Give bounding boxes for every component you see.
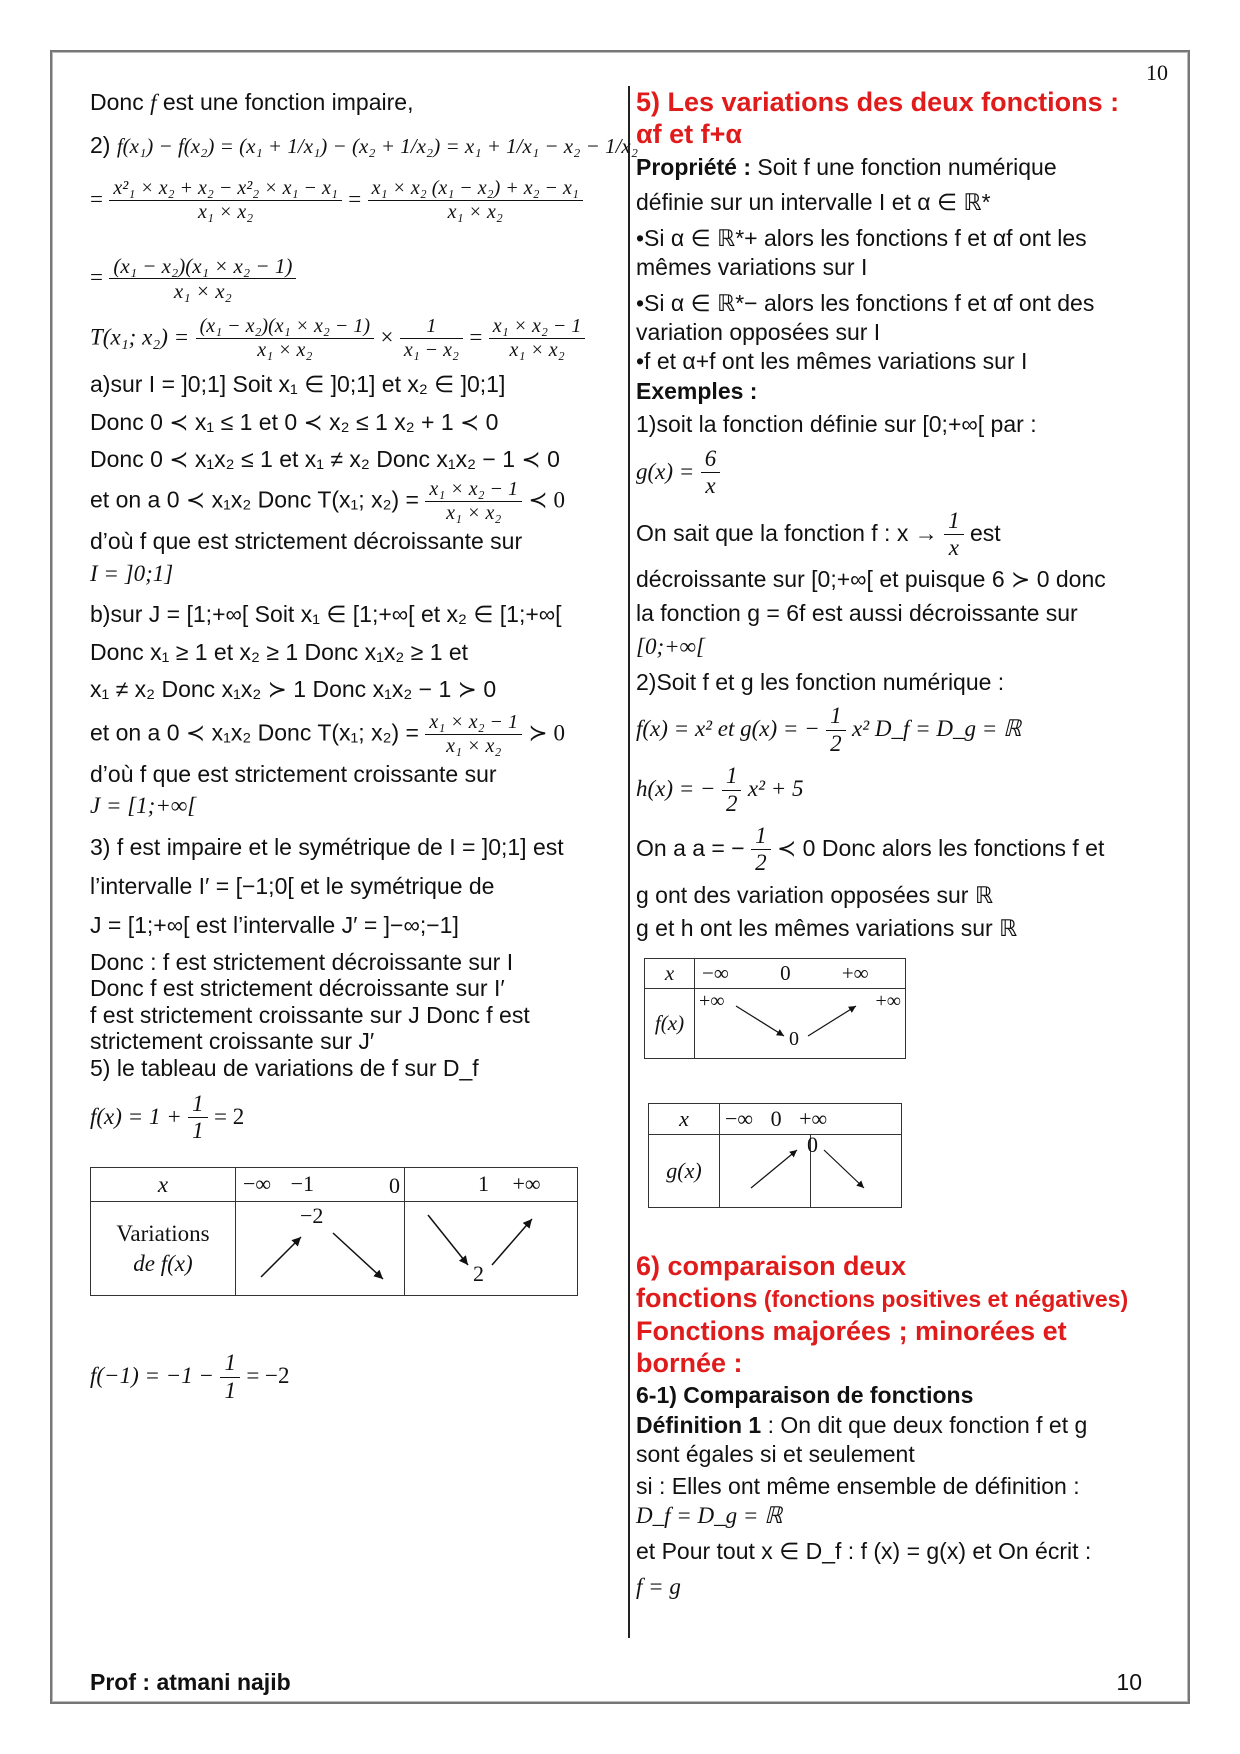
bullet2-line1: •Si α ∈ ℝ*− alors les fonctions f et αf ont des xyxy=(636,289,1095,316)
column-divider xyxy=(628,86,630,1638)
section6-title-4: bornée : xyxy=(636,1347,743,1378)
example2-line: 2)Soit f et g les fonction numérique : xyxy=(636,668,1005,695)
definition-line-5: et Pour tout x ∈ D_f : f (x) = g(x) et On écrit : xyxy=(636,1537,1092,1564)
difference-line: 2) f(x₁) − f(x₂) = (x₁ + 1/x₁) − (x₂ + 1/x₂) = x₁ + 1/x₁ − x₂ − 1/x₂ xyxy=(90,132,639,159)
case-b-line: b)sur J = [1;+∞[ Soit x₁ ∈ [1;+∞[ et x₂ ∈ [1;+∞[ xyxy=(90,601,562,628)
subsection-6-1: 6-1) Comparaison de fonctions xyxy=(636,1382,974,1409)
section6-title-2: fonctions (fonctions positives et négatives) xyxy=(636,1283,1129,1314)
f-of-minus1-line: f(−1) = −1 − $\frac{1}{1}$ = −2 xyxy=(90,1350,290,1403)
definition-line-3: si : Elles ont même ensemble de définition : xyxy=(636,1472,1080,1499)
sym-line-6: f est strictement croissante sur J Donc f est xyxy=(90,1001,530,1028)
example2-conclusion: On a a = − $\frac{1}{2}$ ≺ 0 Donc alors les fonctions f et xyxy=(636,822,1105,876)
bullet3: •f et α+f ont les mêmes variations sur I xyxy=(636,348,1028,375)
case-a-result: d’où f que est strictement décroissante sur xyxy=(90,528,523,555)
factored-line: = $\frac{\text{(x₁ − x₂)(x₁ × x₂ − 1)}}{\text{x₁ × x₂}}$ xyxy=(90,254,615,303)
case-b-result: d’où f que est strictement croissante sur xyxy=(90,760,497,787)
rate-line: T(x₁; x₂) = $\frac{\text{(x₁ − x₂)(x₁ × x₂ − 1)}}{\text{x₁ × x₂}}$ × $\frac{1}{\text{x₁ − x₂}}$ = $\frac{\text{x₁ × x₂ − 1}}{\text{x₁ × x₂}}$ xyxy=(90,315,615,362)
sym-line-7: strictement croissante sur J′ xyxy=(90,1028,375,1055)
sym-line-1: 3) f est impaire et le symétrique de I = ]0;1] est xyxy=(90,833,564,860)
definition-line-2: sont égales si et seulement xyxy=(636,1441,915,1468)
f-of-1-line: f(x) = 1 + $\frac{1}{1}$ = 2 xyxy=(90,1091,245,1144)
example1-reason: On sait que la fonction f : x → $\frac{1}{x}$ est xyxy=(636,507,1001,561)
case-a-donc1: Donc 0 ≺ x₁ ≤ 1 et 0 ≺ x₂ ≤ 1 x₂ + 1 ≺ 0 xyxy=(90,408,499,435)
section5-title-1: 5) Les variations des deux fonctions : xyxy=(636,87,1120,117)
definition-line-6: f = g xyxy=(636,1573,681,1599)
example1-line4: la fonction g = 6f est aussi décroissante sur xyxy=(636,599,1078,626)
page-number-top: 10 xyxy=(1146,60,1168,85)
example2-line-gh: g et h ont les mêmes variations sur ℝ xyxy=(636,915,1018,942)
footer-page-number: 10 xyxy=(1116,1669,1142,1695)
property-line-2: définie sur un intervalle I et α ∈ ℝ* xyxy=(636,189,991,216)
sym-line-2: l’intervalle I′ = [−1;0[ et le symétrique de xyxy=(90,872,495,899)
footer-author: Prof : atmani najib xyxy=(90,1669,291,1695)
interval-I: I = ]0;1] xyxy=(90,560,174,586)
variation-table-f: x −∞ −1 0 1 +∞ Variations de f(x) −2 2 xyxy=(90,1167,578,1296)
example1-line5: [0;+∞[ xyxy=(636,634,705,660)
case-a-line: a)sur I = ]0;1] Soit x₁ ∈ ]0;1] et x₂ ∈ ]0;1] xyxy=(90,371,506,398)
tableau-title: 5) le tableau de variations de f sur D_f xyxy=(90,1054,479,1081)
bullet1-line2: mêmes variations sur I xyxy=(636,254,868,281)
expansion-line: = $\frac{\text{x²₁ × x₂ + x₂ − x²₂ × x₁ − x₁}}{\text{x₁ × x₂}}$ = $\frac{\text{x₁ × x₂ (x₁ − x₂) + x₂ − x₁}}{\text{x₁ × x₂}}$ xyxy=(90,177,615,224)
sym-line-5: Donc f est strictement décroissante sur I′ xyxy=(90,975,505,1002)
f-g-definition: f(x) = x² et g(x) = − $\frac{1}{2}$ x² D_f = D_g = ℝ xyxy=(636,703,1022,756)
case-b-donc1: Donc x₁ ≥ 1 et x₂ ≥ 1 Donc x₁x₂ ≥ 1 et xyxy=(90,638,469,665)
g-arrow-left xyxy=(721,1136,809,1198)
g-arrow-right xyxy=(812,1136,900,1198)
case-b-donc2: x₁ ≠ x₂ Donc x₁x₂ ≻ 1 Donc x₁x₂ − 1 ≻ 0 xyxy=(90,676,497,703)
property-line: Propriété : Soit f une fonction numérique xyxy=(636,153,1057,180)
definition-1: Définition 1 : On dit que deux fonction f et g xyxy=(636,1411,1088,1438)
bullet2-line2: variation opposées sur I xyxy=(636,318,881,345)
f2-arrows xyxy=(696,990,904,1050)
example1-line3: décroissante sur [0;+∞[ et puisque 6 ≻ 0 donc xyxy=(636,566,1106,593)
interval-J: J = [1;+∞[ xyxy=(90,793,197,819)
case-a-conclusion: et on a 0 ≺ x₁x₂ Donc T(x₁; x₂) = $\frac{\text{x₁ × x₂ − 1}}{\text{x₁ × x₂}}$ ≺ 0 xyxy=(90,478,565,525)
section6-title-3: Fonctions majorées ; minorées et xyxy=(636,1315,1067,1346)
section5-title-2: αf et f+α xyxy=(636,119,742,150)
example1-line: 1)soit la fonction définie sur [0;+∞[ par : xyxy=(636,411,1037,438)
sym-line-3: J = [1;+∞[ est l’intervalle J′ = ]−∞;−1] xyxy=(90,912,459,939)
right-column xyxy=(636,86,1181,1601)
sym-line-4: Donc : f est strictement décroissante sur I xyxy=(90,948,514,975)
example2-line-g: g ont des variation opposées sur ℝ xyxy=(636,881,994,908)
arrows-right xyxy=(406,1203,576,1287)
case-a-donc2: Donc 0 ≺ x₁x₂ ≤ 1 et x₁ ≠ x₂ Donc x₁x₂ − 1 ≺ 0 xyxy=(90,446,560,473)
variation-table-f2: x −∞ 0 +∞ f(x) +∞ +∞ 0 xyxy=(644,958,906,1059)
case-b-conclusion: et on a 0 ≺ x₁x₂ Donc T(x₁; x₂) = $\frac{\text{x₁ × x₂ − 1}}{\text{x₁ × x₂}}$ ≻ 0 xyxy=(90,710,565,757)
left-column xyxy=(90,88,639,1404)
examples-label: Exemples : xyxy=(636,377,758,404)
g-definition: g(x) = $\frac{6}{x}$ xyxy=(636,446,1181,500)
h-definition: h(x) = − $\frac{1}{2}$ x² + 5 xyxy=(636,763,804,816)
definition-line-4: D_f = D_g = ℝ xyxy=(636,1503,783,1529)
variation-table-g: x −∞ 0 +∞ g(x) 0 xyxy=(648,1103,902,1208)
bullet1-line1: •Si α ∈ ℝ*+ alors les fonctions f et αf ont les xyxy=(636,224,1087,251)
section6-title-1: 6) comparaison deux xyxy=(636,1250,907,1281)
impaire-line: Donc f est une fonction impaire, xyxy=(90,89,414,115)
